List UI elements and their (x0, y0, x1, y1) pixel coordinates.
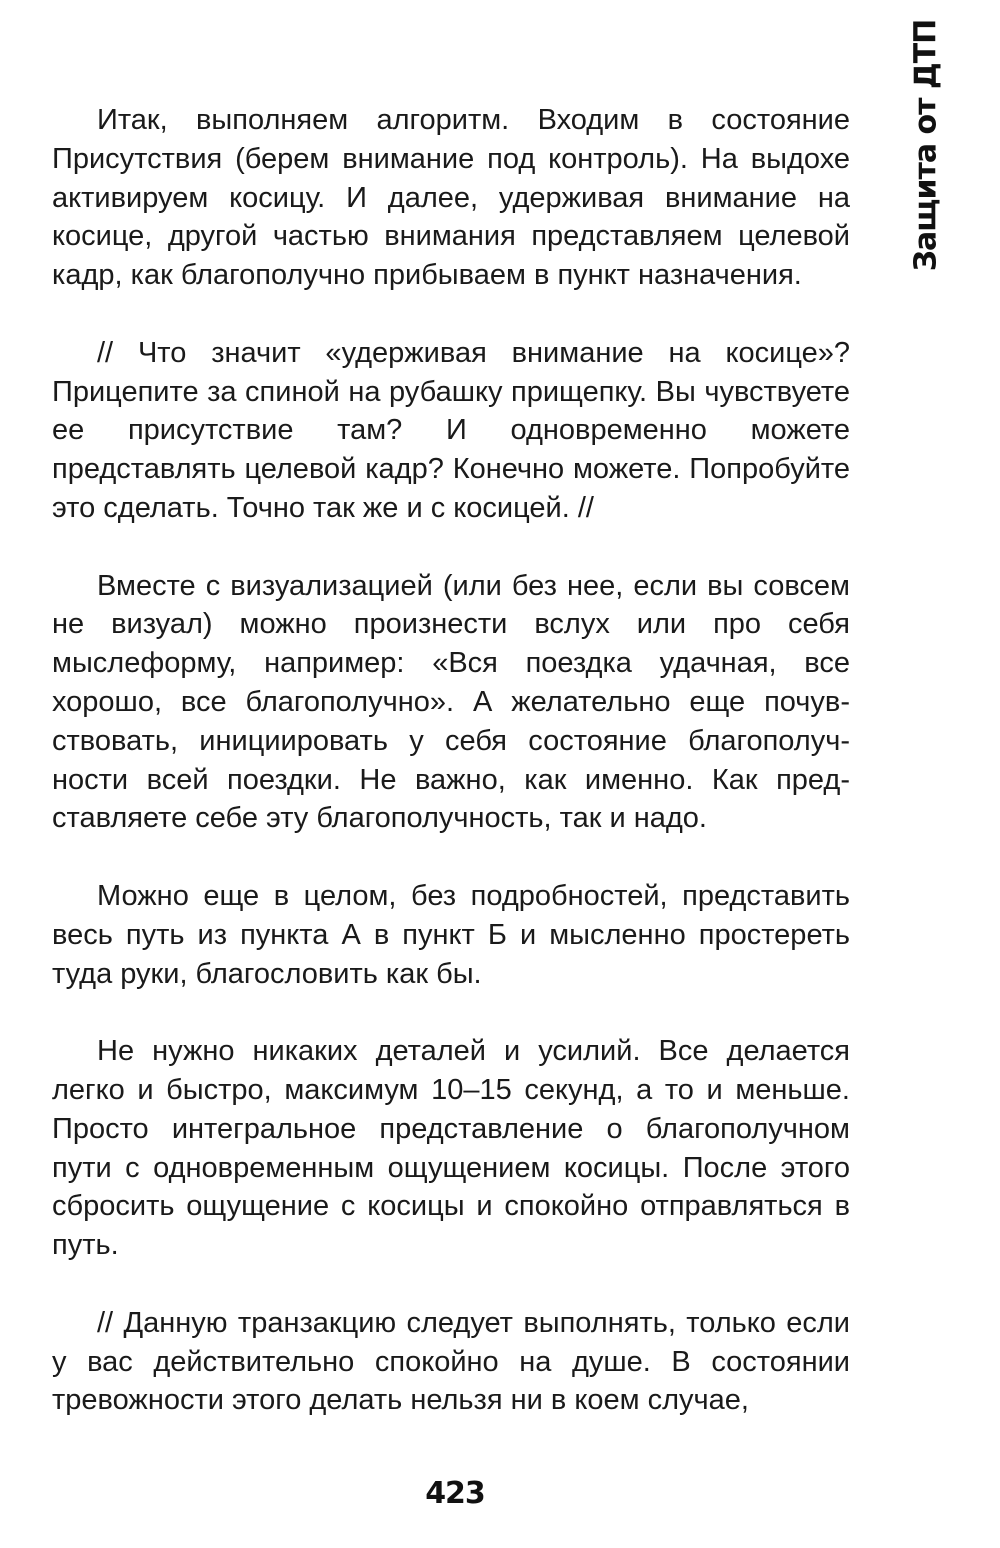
running-head (906, 19, 946, 271)
paragraph-1: Итак, выполняем алгоритм. Входим в состояние Присутствия (берем внимание под контроль). На выдохе активируем косицу. И далее, удерживая внимание на косице, другой частью внимания представляем целевой кадр, как благополучно прибываем в пункт назначения. (52, 104, 850, 292)
paragraph-6: // Данную транзакцию следует выполнять, только если у вас действительно спокойно на душе. В состоянии тревожности этого делать нельзя ни в коем случае, (52, 1306, 850, 1417)
paragraph-2: // Что значит «удерживая внимание на косице»? Прицепите за спиной на рубашку прищепку. Вы чувствуете ее присутствие там? И одновременно можете представлять целевой кадр? Конечно можете. Попробуйте это сделать. Точно так же и с косицей. // (52, 336, 850, 524)
paragraph-5: Не нужно никаких деталей и усилий. Все делается легко и быстро, максимум 10–15 секунд, а то и меньше. Просто интегральное представление о благополучном пути с одновременным ощущением косицы. После этого сбросить ощущение с косицы и спокойно отправляться в путь. (52, 1035, 850, 1262)
paragraph-3: Вместе с визуализацией (или без нее, если вы совсем не визуал) можно произнести вслух или про себя мыслеформу, например: «Вся поездка удачная, все хорошо, все благополучно». А желательно еще почувствовать, инициировать у себя состояние благополучности всей поездки. Не важно, как именно. Как представляете себе эту благополучность, так и надо. (52, 569, 850, 835)
paragraph-4: Можно еще в целом, без подробностей, представить весь путь из пункта А в пункт Б и мысленно простереть туда руки, благословить как бы. (52, 879, 850, 990)
running-head-text: Защита от ДТП (908, 19, 944, 271)
body-text (52, 101, 850, 1420)
page-number: 423 (425, 1476, 485, 1511)
